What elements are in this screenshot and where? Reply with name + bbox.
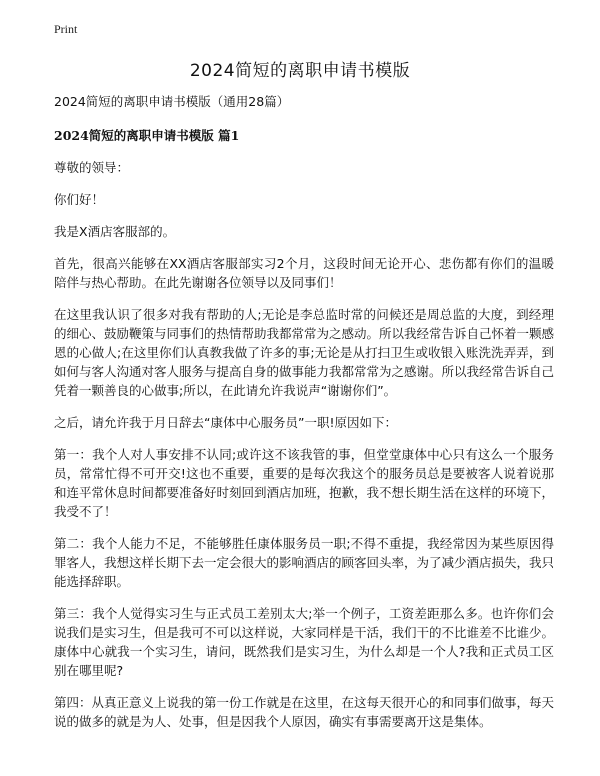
section-heading: 2024简短的离职申请书模版 篇1 — [54, 128, 240, 143]
paragraph-gratitude: 在这里我认识了很多对我有帮助的人;无论是李总监时常的问候还是周总监的大度，到经理的细心、鼓励鞭策与同事们的热情帮助我都常常为之感动。所以我经常告诉自己怀着一颗感恩的心做人;在这里你们认真教我做了许多的事;无论是从打扫卫生或收银入账洗洗弄弄，到如何与客人沟通对客人服务与提高自身的做事能力我都常常为之感谢。所以我经常告诉自己凭着一颗善良的心做事;所以，在此请允许我说声“谢谢你们”。 — [54, 307, 555, 398]
paragraph-greeting: 你们好！ — [54, 192, 105, 207]
paragraph-thanks: 首先，很高兴能够在XX酒店客服部实习2个月，这段时间无论开心、悲伤都有你们的温暖陪伴与热心帮助。在此先谢谢各位领导以及同事们！ — [54, 256, 554, 290]
document-subtitle: 2024简短的离职申请书模版（通用28篇） — [54, 94, 290, 109]
document-body — [54, 92, 554, 744]
paragraph-reason-3: 第三：我个人觉得实习生与正式员工差别太大;举一个例子，工资差距那么多。也许你们会说我们是实习生，但是我可不可以这样说，大家同样是干活，我们干的不比谁差不比谁少。康体中心就我一个实习生，请问，既然我们是实习生，为什么却是一个人?我和正式员工区别在哪里呢? — [54, 606, 555, 678]
paragraph-reason-4: 第四：从真正意义上说我的第一份工作就是在这里，在这每天很开心的和同事们做事，每天说的做多的就是为人、处事，但是因我个人原因，确实有事需要离开这是集体。 — [54, 695, 555, 729]
paragraph-resignation-request: 之后，请允许我于月日辞去“康体中心服务员”一职!原因如下： — [54, 415, 397, 430]
paragraph-salutation: 尊敬的领导： — [54, 160, 130, 175]
paragraph-reason-1: 第一：我个人对人事安排不认同;或许这不该我管的事，但堂堂康体中心只有这么一个服务员，常常忙得不可开交!这也不重要，重要的是每次我这个的服务员总是要被客人说着说那和连平常休息时间都要准备好时刻回到酒店加班，抱歉，我不想长期生活在这样的环境下，我受不了！ — [54, 447, 555, 519]
print-link[interactable]: Print — [54, 22, 78, 36]
paragraph-reason-2: 第二：我个人能力不足，不能够胜任康体服务员一职;不得不重提，我经常因为某些原因得罪客人，我想这样长期下去一定会很大的影响酒店的顾客回头率，为了减少酒店损失，我只能选择辞职。 — [54, 536, 555, 589]
page-title: 2024简短的离职申请书模版 — [189, 61, 411, 81]
paragraph-intro: 我是X酒店客服部的。 — [54, 224, 176, 239]
